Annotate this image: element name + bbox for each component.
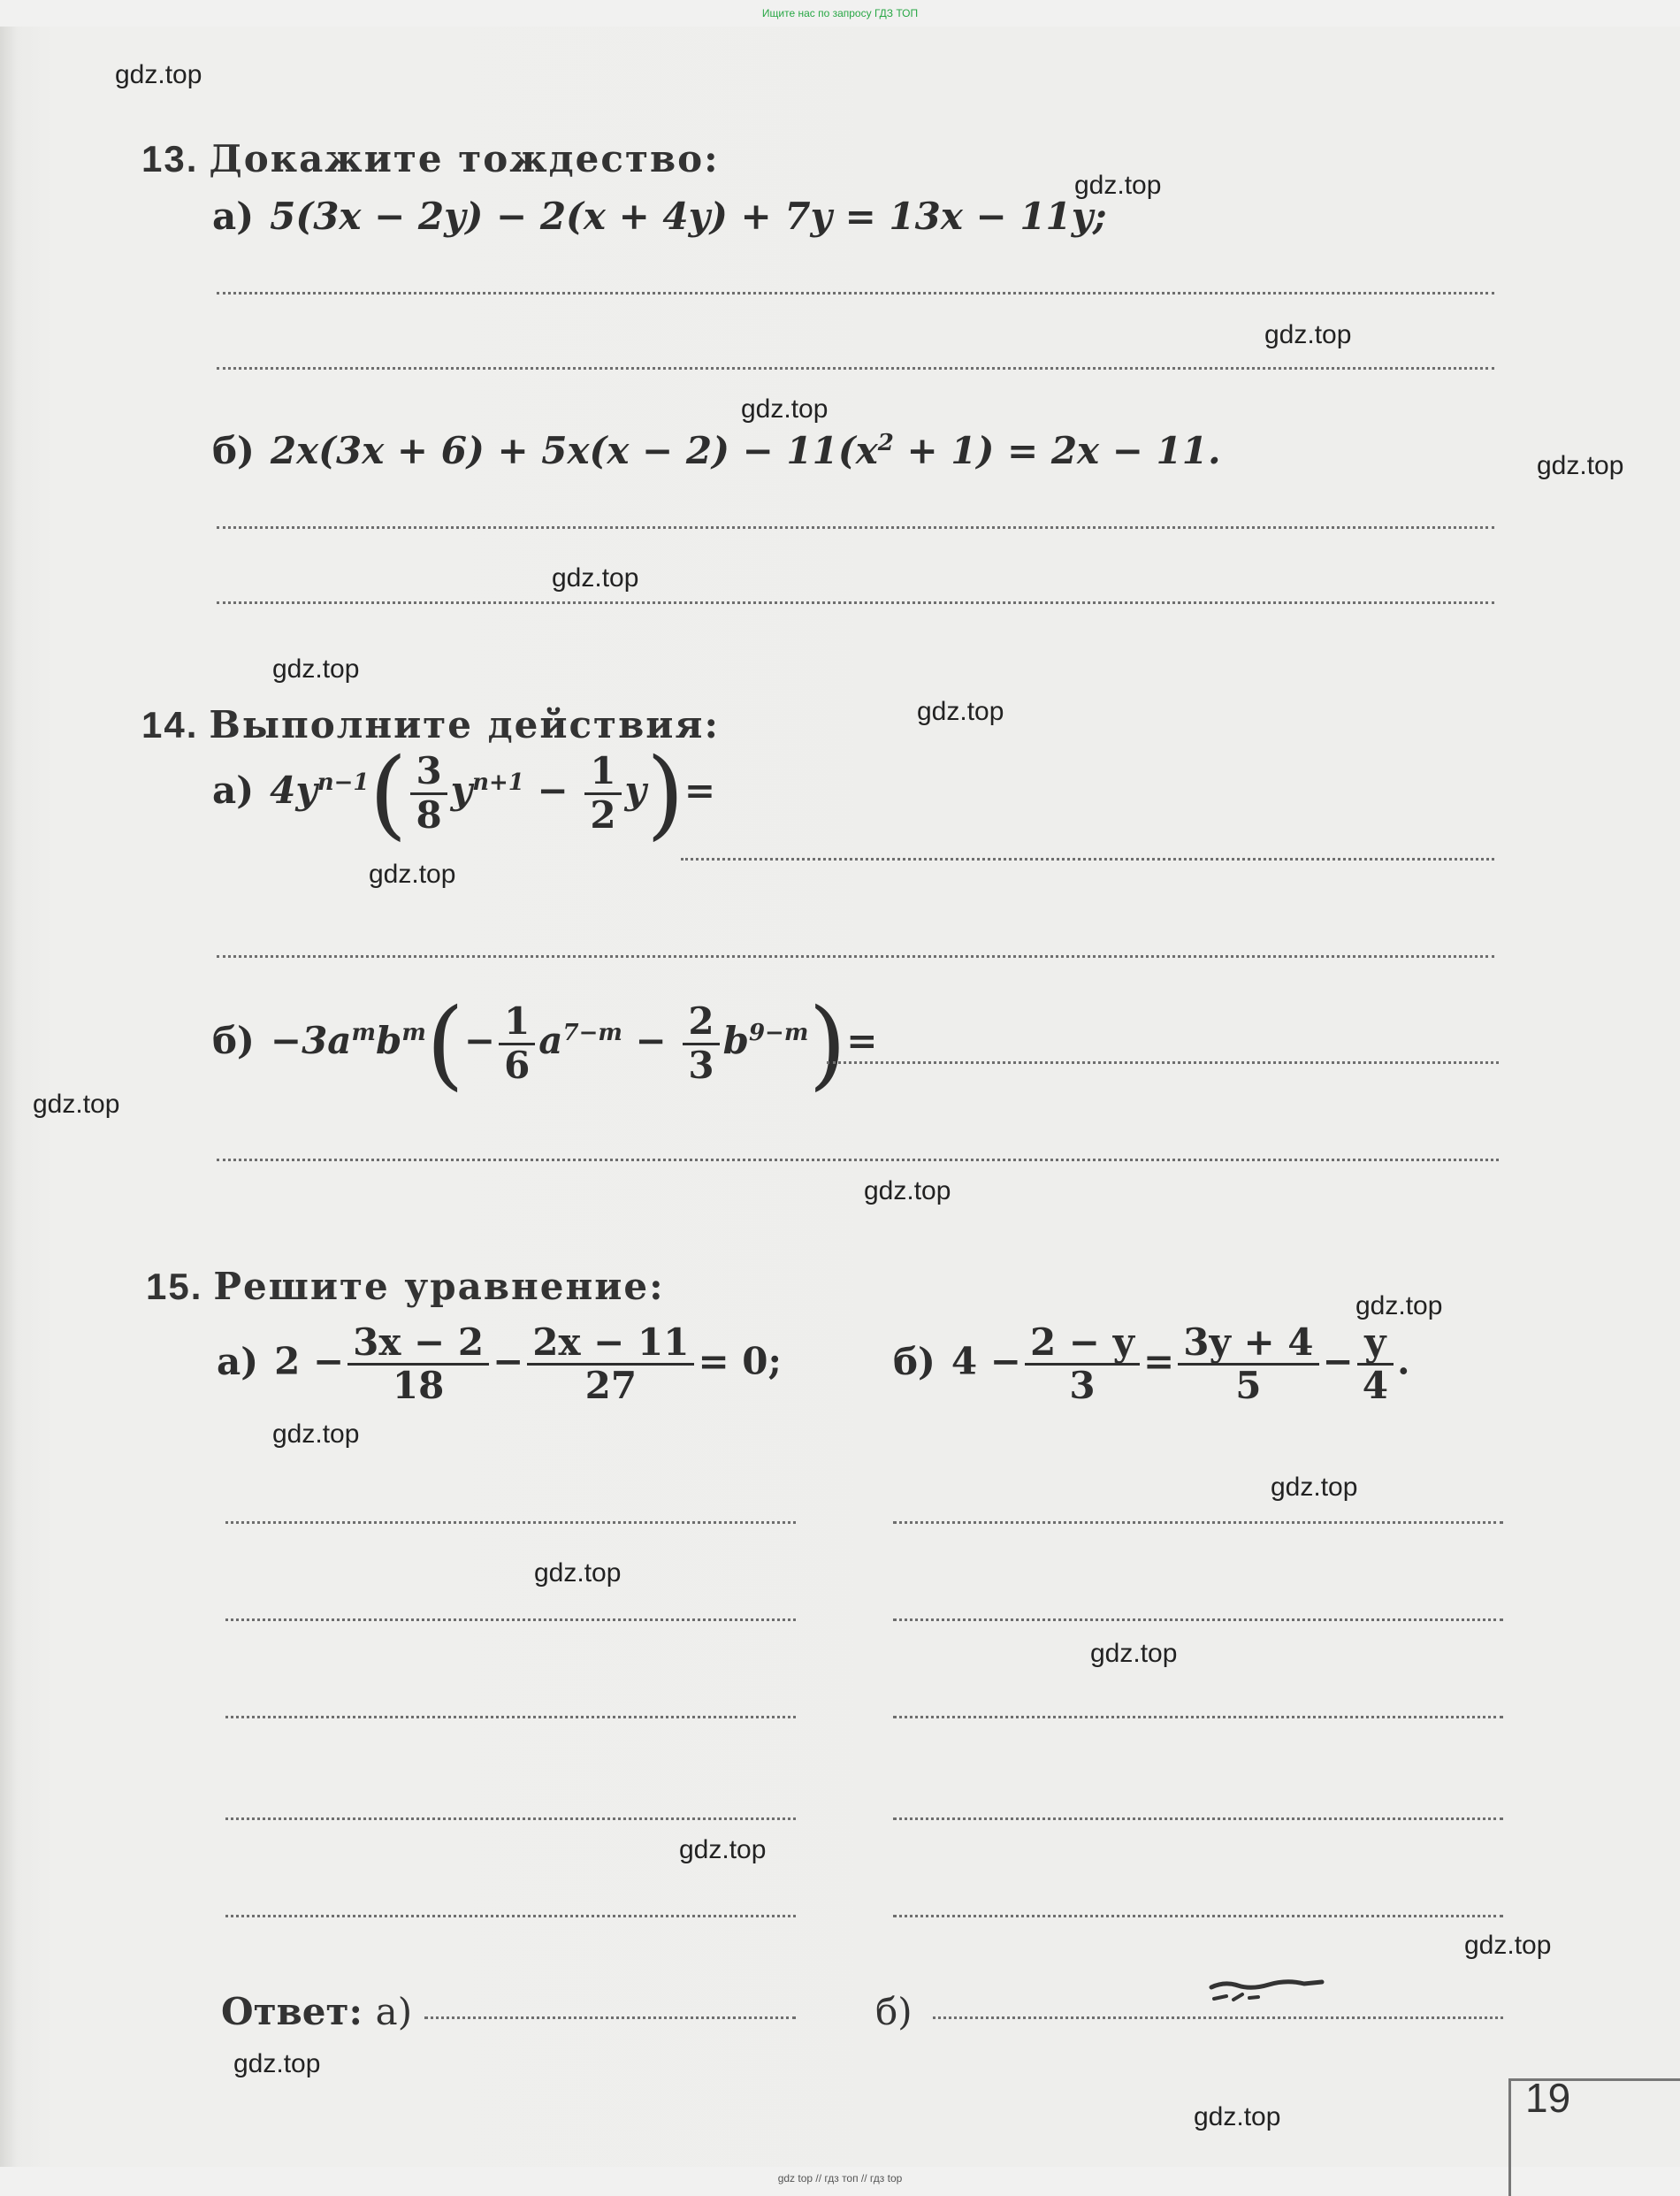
numerator: y [1357,1322,1394,1366]
bottom-banner: gdz top // гдз топ // гдз top [777,2172,903,2185]
answer-line[interactable] [217,292,1494,295]
answer-b-label: б) [875,1990,913,2033]
answer-line[interactable] [225,1716,796,1718]
denominator: 3 [1069,1364,1096,1408]
watermark: gdz.top [917,697,1004,726]
denominator: 4 [1362,1364,1388,1408]
denominator: 2 [590,792,616,837]
task-15a-constant: 2 − [274,1339,345,1383]
watermark: gdz.top [233,2049,321,2078]
numerator: 3x − 2 [347,1322,489,1366]
task-14a-variable: y [450,769,473,812]
task-15b-constant: 4 − [951,1339,1021,1383]
top-banner: Ищите нас по запросу ГДЗ ТОП [761,7,919,19]
task-13-heading [141,137,720,180]
equals-sign: = [846,1019,878,1062]
task-14b-exponent-a: m [351,1020,377,1046]
watermark: gdz.top [1264,320,1352,349]
watermark: gdz.top [1464,1931,1552,1960]
task-15a-expression [217,1322,782,1406]
right-paren: ) [645,737,684,850]
answer-a-line[interactable] [424,2016,796,2019]
workbook-page [0,27,1680,2167]
task-14a-expression [212,737,716,850]
watermark: gdz.top [115,60,202,89]
denominator: 5 [1235,1364,1262,1408]
task-13a-expression [212,195,1107,238]
denominator: 18 [392,1364,445,1408]
minus-sign: − [537,769,569,812]
answer-a [221,1990,412,2033]
left-paren: ( [369,737,408,850]
watermark: gdz.top [1090,1639,1178,1668]
answer-label: Ответ: [221,1990,363,2033]
answer-line[interactable] [217,526,1494,529]
minus-sign: − [635,1019,667,1062]
watermark: gdz.top [534,1558,622,1588]
answer-line[interactable] [225,1521,796,1524]
numerator: 2 [683,1001,719,1044]
task-14b-label: б) [212,1019,255,1062]
watermark: gdz.top [1537,451,1624,480]
task-14b-variable-b: b [376,1019,402,1062]
denominator: 3 [688,1043,714,1087]
task-14a-fraction-2 [584,751,621,835]
watermark: gdz.top [552,563,639,593]
task-14-heading [141,703,720,746]
page-number: 19 [1525,2075,1571,2121]
task-15a-fraction-2 [527,1322,694,1406]
ink-smudge-icon [1207,1977,1331,2003]
task-13-number: 13. [141,138,199,180]
task-13-title: Докажите тождество: [209,137,720,180]
task-14b-exponent-b: m [401,1020,426,1046]
answer-line[interactable] [681,858,1494,861]
equals-sign: = [1143,1339,1175,1383]
task-13b-label: б) [212,429,255,472]
task-14b-variable-b2: b [722,1019,749,1062]
answer-line[interactable] [893,1618,1503,1621]
task-14b-exponent-b2: 9−m [748,1020,809,1046]
watermark: gdz.top [1194,2102,1281,2131]
answer-line[interactable] [893,1716,1503,1718]
minus-sign: − [463,1019,496,1062]
denominator: 8 [416,792,442,837]
watermark: gdz.top [679,1835,767,1864]
task-14-number: 14. [141,704,199,746]
task-14-title: Выполните действия: [209,703,720,746]
task-13b-exponent: 2 [877,430,894,456]
answer-line[interactable] [893,1521,1503,1524]
left-paren: ( [425,987,464,1100]
minus-sign: − [1322,1339,1354,1383]
answer-line[interactable] [225,1618,796,1621]
task-15b-fraction-3 [1357,1322,1394,1406]
task-14b-variable-a2: a [538,1019,563,1062]
answer-line[interactable] [827,1061,1499,1064]
watermark: gdz.top [741,394,829,424]
task-15b-tail: . [1396,1339,1410,1383]
task-13b-expression [212,429,1221,472]
minus-sign: − [493,1339,524,1383]
watermark: gdz.top [1271,1473,1358,1502]
task-15a-tail: = 0; [698,1339,782,1383]
task-14b-fraction-1 [499,1001,535,1085]
denominator: 6 [504,1043,531,1087]
task-15b-fraction-1 [1025,1322,1140,1406]
numerator: 3y + 4 [1178,1322,1318,1366]
task-15b-expression [893,1322,1410,1406]
task-15-number: 15. [146,1266,203,1307]
task-14b-exponent-a2: 7−m [562,1020,622,1046]
task-14a-coefficient: 4y [270,769,317,812]
answer-line[interactable] [893,1915,1503,1917]
watermark: gdz.top [864,1176,951,1205]
task-14a-exponent-1: n−1 [317,769,370,796]
answer-line[interactable] [217,955,1494,958]
task-15a-fraction-1 [347,1322,489,1406]
numerator: 3 [410,751,447,794]
equals-sign: = [683,769,716,812]
task-15-title: Решите уравнение: [213,1265,665,1308]
task-13b-formula-part2: + 1) = 2x − 11. [893,429,1221,472]
task-14b-expression [212,987,878,1100]
task-14b-coefficient: −3a [270,1019,352,1062]
numerator: 1 [499,1001,535,1044]
task-14a-exponent-2: n+1 [472,769,524,796]
watermark: gdz.top [1355,1291,1443,1320]
task-15b-fraction-2 [1178,1322,1318,1406]
watermark: gdz.top [369,860,456,889]
task-14a-fraction-1 [410,751,447,835]
task-15b-label: б) [893,1339,935,1383]
answer-line[interactable] [225,1817,796,1820]
answer-line[interactable] [893,1817,1503,1820]
answer-line[interactable] [217,601,1494,604]
answer-line[interactable] [217,367,1494,370]
task-15-heading [146,1265,665,1308]
answer-a-label: а) [375,1990,413,2033]
task-14b-fraction-2 [683,1001,719,1085]
denominator: 27 [584,1364,638,1408]
task-15a-label: а) [217,1339,259,1383]
watermark: gdz.top [272,654,360,684]
answer-b-line[interactable] [933,2016,1503,2019]
watermark: gdz.top [1074,171,1162,200]
task-13a-label: а) [212,195,255,238]
task-13a-formula: 5(3x − 2y) − 2(x + 4y) + 7y = 13x − 11y; [270,195,1107,238]
answer-line[interactable] [217,1159,1499,1161]
right-paren: ) [808,987,847,1100]
numerator: 1 [584,751,621,794]
watermark: gdz.top [272,1419,360,1449]
task-13b-formula-part1: 2x(3x + 6) + 5x(x − 2) − 11(x [270,429,878,472]
watermark: gdz.top [33,1090,120,1119]
numerator: 2x − 11 [527,1322,694,1366]
task-14a-variable-2: y [624,769,646,812]
answer-line[interactable] [225,1915,796,1917]
task-14a-label: а) [212,769,255,812]
numerator: 2 − y [1025,1322,1140,1366]
